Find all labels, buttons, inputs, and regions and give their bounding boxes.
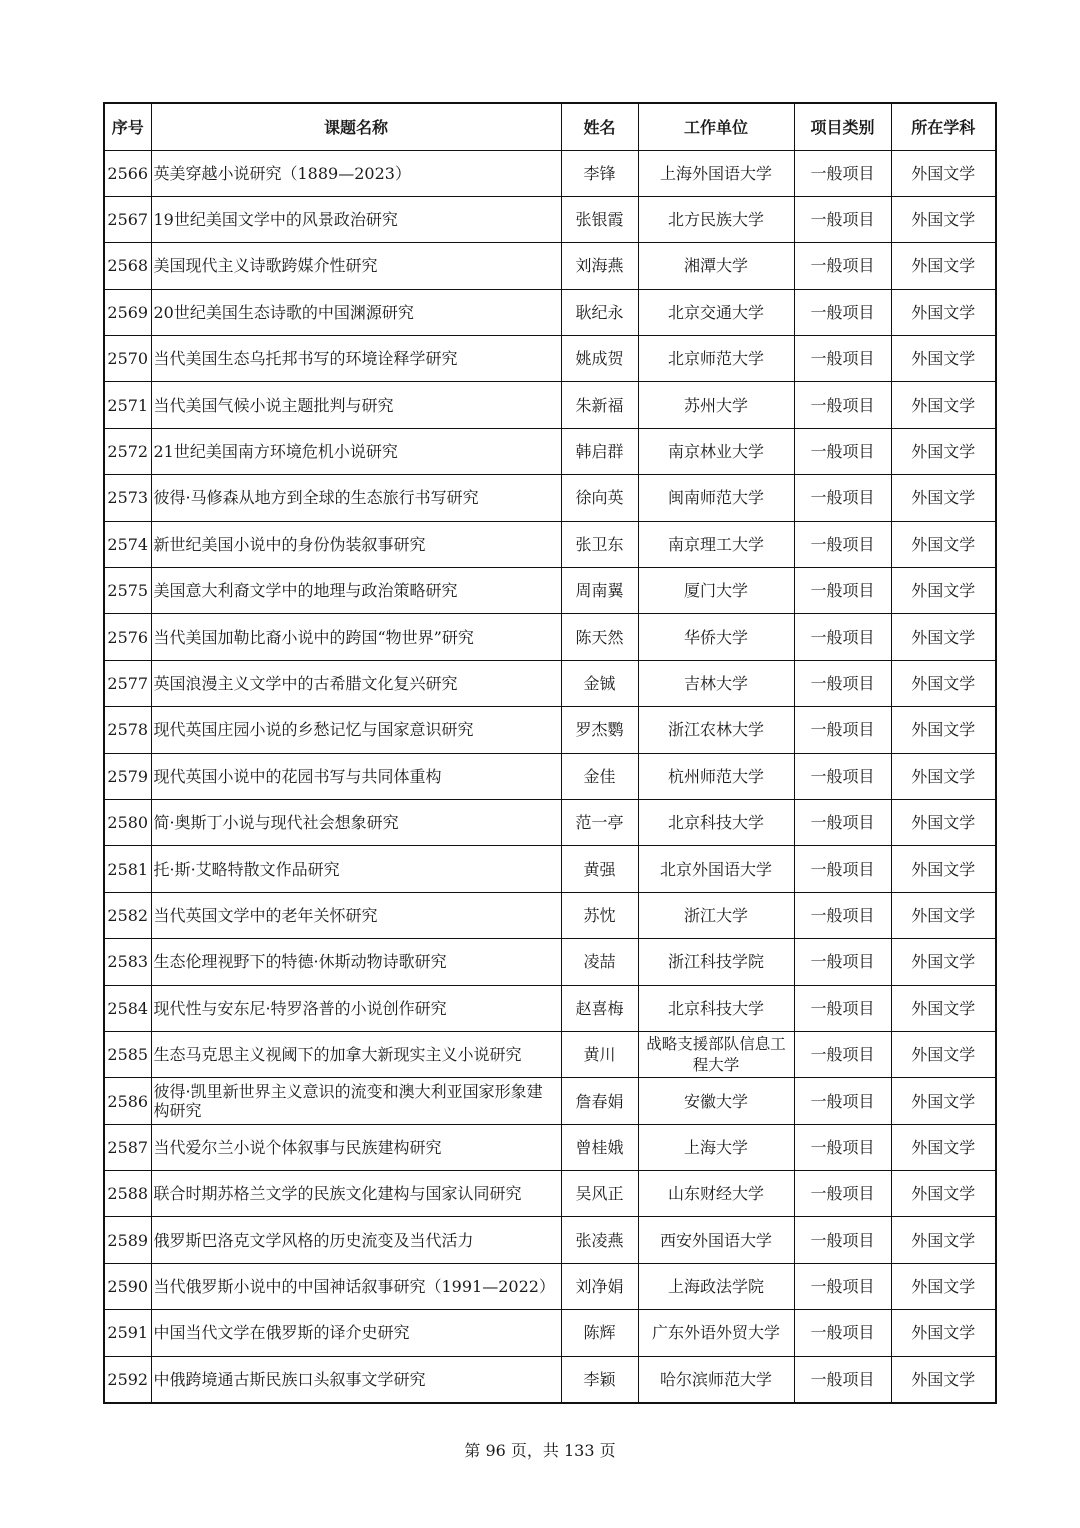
cell-seq: 2576 [104, 614, 151, 660]
cell-name: 徐向英 [561, 475, 638, 521]
cell-name: 周南翼 [561, 568, 638, 614]
cell-name: 凌喆 [561, 939, 638, 985]
cell-unit: 南京理工大学 [638, 521, 794, 567]
cell-name: 赵喜梅 [561, 985, 638, 1031]
cell-name: 苏忱 [561, 892, 638, 938]
cell-unit: 北京交通大学 [638, 289, 794, 335]
header-name: 姓名 [561, 103, 638, 150]
cell-subject: 外国文学 [891, 150, 996, 196]
cell-type: 一般项目 [794, 1356, 891, 1402]
cell-unit: 厦门大学 [638, 568, 794, 614]
cell-type: 一般项目 [794, 150, 891, 196]
cell-seq: 2582 [104, 892, 151, 938]
table-row [104, 1124, 996, 1170]
cell-seq: 2590 [104, 1263, 151, 1309]
table-row [104, 846, 996, 892]
cell-type: 一般项目 [794, 846, 891, 892]
table-row [104, 475, 996, 521]
cell-name: 金铖 [561, 660, 638, 706]
table-row [104, 568, 996, 614]
cell-type: 一般项目 [794, 382, 891, 428]
cell-subject: 外国文学 [891, 846, 996, 892]
cell-title: 现代英国庄园小说的乡愁记忆与国家意识研究 [151, 707, 561, 753]
table-row [104, 1171, 996, 1217]
cell-type: 一般项目 [794, 1310, 891, 1356]
cell-seq: 2579 [104, 753, 151, 799]
table-row [104, 289, 996, 335]
cell-subject: 外国文学 [891, 521, 996, 567]
cell-title: 当代美国气候小说主题批判与研究 [151, 382, 561, 428]
table-row [104, 382, 996, 428]
cell-subject: 外国文学 [891, 939, 996, 985]
cell-title: 中国当代文学在俄罗斯的译介史研究 [151, 1310, 561, 1356]
cell-subject: 外国文学 [891, 753, 996, 799]
cell-subject: 外国文学 [891, 985, 996, 1031]
table-row [104, 243, 996, 289]
cell-type: 一般项目 [794, 799, 891, 845]
page-number: 第 96 页，共 133 页 [464, 1441, 616, 1460]
cell-type: 一般项目 [794, 660, 891, 706]
cell-type: 一般项目 [794, 521, 891, 567]
cell-title: 当代美国生态乌托邦书写的环境诠释学研究 [151, 336, 561, 382]
cell-seq: 2570 [104, 336, 151, 382]
table-row [104, 614, 996, 660]
cell-seq: 2568 [104, 243, 151, 289]
cell-type: 一般项目 [794, 985, 891, 1031]
table-row [104, 1310, 996, 1356]
cell-unit: 战略支援部队信息工程大学 [638, 1031, 794, 1077]
cell-type: 一般项目 [794, 939, 891, 985]
cell-subject: 外国文学 [891, 799, 996, 845]
cell-unit: 广东外语外贸大学 [638, 1310, 794, 1356]
cell-type: 一般项目 [794, 289, 891, 335]
table-row [104, 1078, 996, 1124]
cell-name: 张银霞 [561, 196, 638, 242]
table-row [104, 336, 996, 382]
cell-type: 一般项目 [794, 753, 891, 799]
cell-seq: 2577 [104, 660, 151, 706]
cell-name: 范一亭 [561, 799, 638, 845]
cell-unit: 北京科技大学 [638, 985, 794, 1031]
cell-name: 李锋 [561, 150, 638, 196]
cell-type: 一般项目 [794, 892, 891, 938]
cell-seq: 2572 [104, 428, 151, 474]
cell-type: 一般项目 [794, 614, 891, 660]
cell-subject: 外国文学 [891, 1356, 996, 1402]
table-row [104, 196, 996, 242]
cell-title: 生态伦理视野下的特德·休斯动物诗歌研究 [151, 939, 561, 985]
cell-type: 一般项目 [794, 707, 891, 753]
cell-seq: 2571 [104, 382, 151, 428]
table-row [104, 1356, 996, 1402]
cell-type: 一般项目 [794, 1124, 891, 1170]
cell-title: 托·斯·艾略特散文作品研究 [151, 846, 561, 892]
cell-name: 刘净娟 [561, 1263, 638, 1309]
cell-unit: 哈尔滨师范大学 [638, 1356, 794, 1402]
table-row [104, 985, 996, 1031]
cell-type: 一般项目 [794, 1031, 891, 1077]
cell-name: 詹春娟 [561, 1078, 638, 1124]
table-row [104, 892, 996, 938]
cell-title: 19世纪美国文学中的风景政治研究 [151, 196, 561, 242]
cell-title: 英美穿越小说研究（1889—2023） [151, 150, 561, 196]
header-title: 课题名称 [151, 103, 561, 150]
cell-unit: 华侨大学 [638, 614, 794, 660]
cell-unit: 上海大学 [638, 1124, 794, 1170]
cell-seq: 2588 [104, 1171, 151, 1217]
cell-seq: 2574 [104, 521, 151, 567]
cell-subject: 外国文学 [891, 707, 996, 753]
cell-unit: 上海外国语大学 [638, 150, 794, 196]
cell-title: 现代英国小说中的花园书写与共同体重构 [151, 753, 561, 799]
cell-subject: 外国文学 [891, 1124, 996, 1170]
header-subject: 所在学科 [891, 103, 996, 150]
cell-subject: 外国文学 [891, 1310, 996, 1356]
cell-subject: 外国文学 [891, 892, 996, 938]
cell-unit: 浙江科技学院 [638, 939, 794, 985]
cell-unit: 浙江大学 [638, 892, 794, 938]
table-row [104, 660, 996, 706]
cell-subject: 外国文学 [891, 1263, 996, 1309]
cell-name: 韩启群 [561, 428, 638, 474]
cell-title: 生态马克思主义视阈下的加拿大新现实主义小说研究 [151, 1031, 561, 1077]
cell-subject: 外国文学 [891, 382, 996, 428]
cell-name: 金佳 [561, 753, 638, 799]
cell-name: 黄川 [561, 1031, 638, 1077]
cell-seq: 2569 [104, 289, 151, 335]
header-type: 项目类别 [794, 103, 891, 150]
cell-title: 20世纪美国生态诗歌的中国渊源研究 [151, 289, 561, 335]
cell-seq: 2587 [104, 1124, 151, 1170]
cell-type: 一般项目 [794, 1171, 891, 1217]
cell-seq: 2589 [104, 1217, 151, 1263]
cell-unit: 闽南师范大学 [638, 475, 794, 521]
cell-subject: 外国文学 [891, 475, 996, 521]
cell-name: 李颖 [561, 1356, 638, 1402]
cell-unit: 西安外国语大学 [638, 1217, 794, 1263]
cell-seq: 2573 [104, 475, 151, 521]
cell-unit: 浙江农林大学 [638, 707, 794, 753]
cell-unit: 上海政法学院 [638, 1263, 794, 1309]
table-row [104, 150, 996, 196]
cell-title: 当代英国文学中的老年关怀研究 [151, 892, 561, 938]
cell-title: 联合时期苏格兰文学的民族文化建构与国家认同研究 [151, 1171, 561, 1217]
cell-unit: 北京科技大学 [638, 799, 794, 845]
cell-subject: 外国文学 [891, 614, 996, 660]
cell-type: 一般项目 [794, 243, 891, 289]
cell-title: 现代性与安东尼·特罗洛普的小说创作研究 [151, 985, 561, 1031]
cell-name: 曾桂娥 [561, 1124, 638, 1170]
table-row [104, 428, 996, 474]
cell-subject: 外国文学 [891, 428, 996, 474]
cell-name: 吴风正 [561, 1171, 638, 1217]
table-row [104, 1217, 996, 1263]
cell-seq: 2591 [104, 1310, 151, 1356]
cell-title: 彼得·凯里新世界主义意识的流变和澳大利亚国家形象建构研究 [151, 1078, 561, 1124]
cell-subject: 外国文学 [891, 196, 996, 242]
cell-unit: 苏州大学 [638, 382, 794, 428]
table-row [104, 753, 996, 799]
table-row [104, 939, 996, 985]
cell-name: 张卫东 [561, 521, 638, 567]
cell-unit: 安徽大学 [638, 1078, 794, 1124]
cell-subject: 外国文学 [891, 1217, 996, 1263]
cell-subject: 外国文学 [891, 336, 996, 382]
table-row [104, 521, 996, 567]
cell-name: 耿纪永 [561, 289, 638, 335]
table-header-row [104, 103, 996, 150]
table-row [104, 1263, 996, 1309]
cell-subject: 外国文学 [891, 243, 996, 289]
cell-seq: 2592 [104, 1356, 151, 1402]
cell-seq: 2585 [104, 1031, 151, 1077]
cell-unit: 山东财经大学 [638, 1171, 794, 1217]
cell-seq: 2566 [104, 150, 151, 196]
header-unit: 工作单位 [638, 103, 794, 150]
cell-seq: 2580 [104, 799, 151, 845]
cell-unit: 北方民族大学 [638, 196, 794, 242]
cell-title: 英国浪漫主义文学中的古希腊文化复兴研究 [151, 660, 561, 706]
cell-name: 罗杰鹦 [561, 707, 638, 753]
cell-subject: 外国文学 [891, 1031, 996, 1077]
header-seq: 序号 [104, 103, 151, 150]
cell-seq: 2575 [104, 568, 151, 614]
cell-subject: 外国文学 [891, 1078, 996, 1124]
cell-name: 张凌燕 [561, 1217, 638, 1263]
cell-title: 彼得·马修森从地方到全球的生态旅行书写研究 [151, 475, 561, 521]
cell-unit: 湘潭大学 [638, 243, 794, 289]
table-body [104, 150, 996, 1403]
cell-subject: 外国文学 [891, 1171, 996, 1217]
cell-title: 美国现代主义诗歌跨媒介性研究 [151, 243, 561, 289]
cell-unit: 北京师范大学 [638, 336, 794, 382]
project-list-table [103, 102, 997, 1404]
cell-seq: 2581 [104, 846, 151, 892]
cell-unit: 北京外国语大学 [638, 846, 794, 892]
cell-unit: 南京林业大学 [638, 428, 794, 474]
cell-name: 姚成贺 [561, 336, 638, 382]
cell-seq: 2578 [104, 707, 151, 753]
cell-unit: 吉林大学 [638, 660, 794, 706]
cell-title: 简·奥斯丁小说与现代社会想象研究 [151, 799, 561, 845]
cell-title: 当代俄罗斯小说中的中国神话叙事研究（1991—2022） [151, 1263, 561, 1309]
table-row [104, 1031, 996, 1077]
cell-type: 一般项目 [794, 568, 891, 614]
cell-name: 朱新福 [561, 382, 638, 428]
cell-title: 21世纪美国南方环境危机小说研究 [151, 428, 561, 474]
cell-subject: 外国文学 [891, 568, 996, 614]
table-row [104, 799, 996, 845]
cell-title: 当代爱尔兰小说个体叙事与民族建构研究 [151, 1124, 561, 1170]
cell-type: 一般项目 [794, 196, 891, 242]
cell-name: 黄强 [561, 846, 638, 892]
cell-type: 一般项目 [794, 428, 891, 474]
cell-seq: 2586 [104, 1078, 151, 1124]
cell-seq: 2584 [104, 985, 151, 1031]
cell-name: 陈天然 [561, 614, 638, 660]
cell-title: 当代美国加勒比裔小说中的跨国“物世界”研究 [151, 614, 561, 660]
cell-type: 一般项目 [794, 475, 891, 521]
table-row [104, 707, 996, 753]
cell-title: 俄罗斯巴洛克文学风格的历史流变及当代活力 [151, 1217, 561, 1263]
cell-subject: 外国文学 [891, 660, 996, 706]
cell-name: 陈辉 [561, 1310, 638, 1356]
cell-title: 新世纪美国小说中的身份伪装叙事研究 [151, 521, 561, 567]
cell-type: 一般项目 [794, 1078, 891, 1124]
cell-type: 一般项目 [794, 1263, 891, 1309]
cell-seq: 2567 [104, 196, 151, 242]
cell-name: 刘海燕 [561, 243, 638, 289]
cell-subject: 外国文学 [891, 289, 996, 335]
cell-type: 一般项目 [794, 1217, 891, 1263]
cell-type: 一般项目 [794, 336, 891, 382]
cell-unit: 杭州师范大学 [638, 753, 794, 799]
cell-seq: 2583 [104, 939, 151, 985]
cell-title: 美国意大利裔文学中的地理与政治策略研究 [151, 568, 561, 614]
cell-title: 中俄跨境通古斯民族口头叙事文学研究 [151, 1356, 561, 1402]
